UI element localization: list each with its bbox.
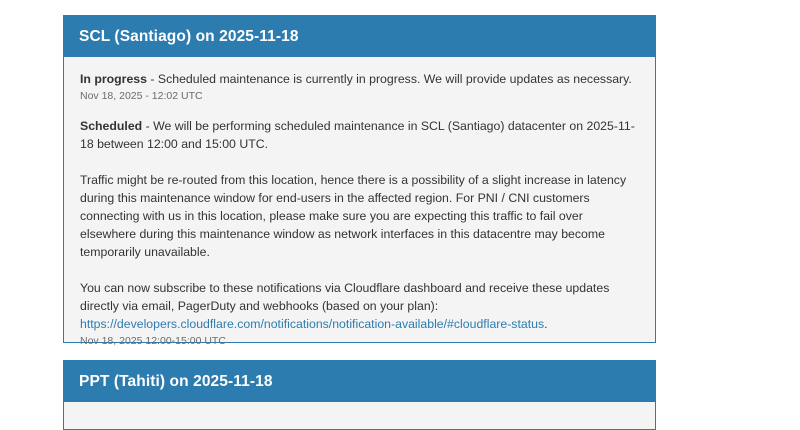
incident-title-text: PPT (Tahiti) on 2025-11-18 — [79, 372, 273, 390]
update-message — [80, 117, 639, 153]
incident-container — [63, 15, 656, 347]
incident-title[interactable] — [64, 16, 655, 57]
incident-container — [63, 360, 656, 430]
update-message — [80, 70, 639, 88]
update-paragraph-traffic: Traffic might be re-routed from this location, hence there is a possibility of a slight increase in latency during this maintenance window for end-users in the affected region. For PNI / CNI customers connecting with us in this location, please make sure you are expecting this traffic to fail over elsewhere during this maintenance window as network interfaces in this datacentre may become temporarily unavailable. — [80, 173, 627, 259]
update-status: In progress — [80, 72, 147, 86]
update-status: Scheduled — [80, 119, 143, 133]
incident-title-text: SCL (Santiago) on 2025-11-18 — [79, 27, 299, 45]
subscribe-text: You can now subscribe to these notifications via Cloudflare dashboard and receive these updates directly via email, PagerDuty and webhooks (based on your plan): — [80, 281, 610, 313]
update-text: We will be performing scheduled maintenance in SCL (Santiago) datacenter on 2025-11-18 between 12:00 and 15:00 UTC. — [80, 119, 635, 151]
update-paragraph-subscribe — [80, 279, 639, 333]
update-separator: - — [142, 119, 154, 133]
notifications-link[interactable]: https://developers.cloudflare.com/notifications/notification-available/#cloudflare-status — [80, 317, 545, 331]
update-timestamp: Nov 18, 2025 - 12:02 UTC — [80, 90, 203, 102]
update-text: Scheduled maintenance is currently in progress. We will provide updates as necessary. — [157, 72, 632, 86]
incident-title[interactable] — [64, 361, 655, 402]
update-separator: - — [146, 72, 158, 86]
update-timestamp: Nov 18, 2025 12:00-15:00 UTC — [80, 335, 226, 347]
update-in-progress — [80, 70, 639, 104]
link-suffix: . — [544, 317, 548, 331]
incident-updates — [64, 57, 655, 349]
update-scheduled — [80, 117, 639, 349]
